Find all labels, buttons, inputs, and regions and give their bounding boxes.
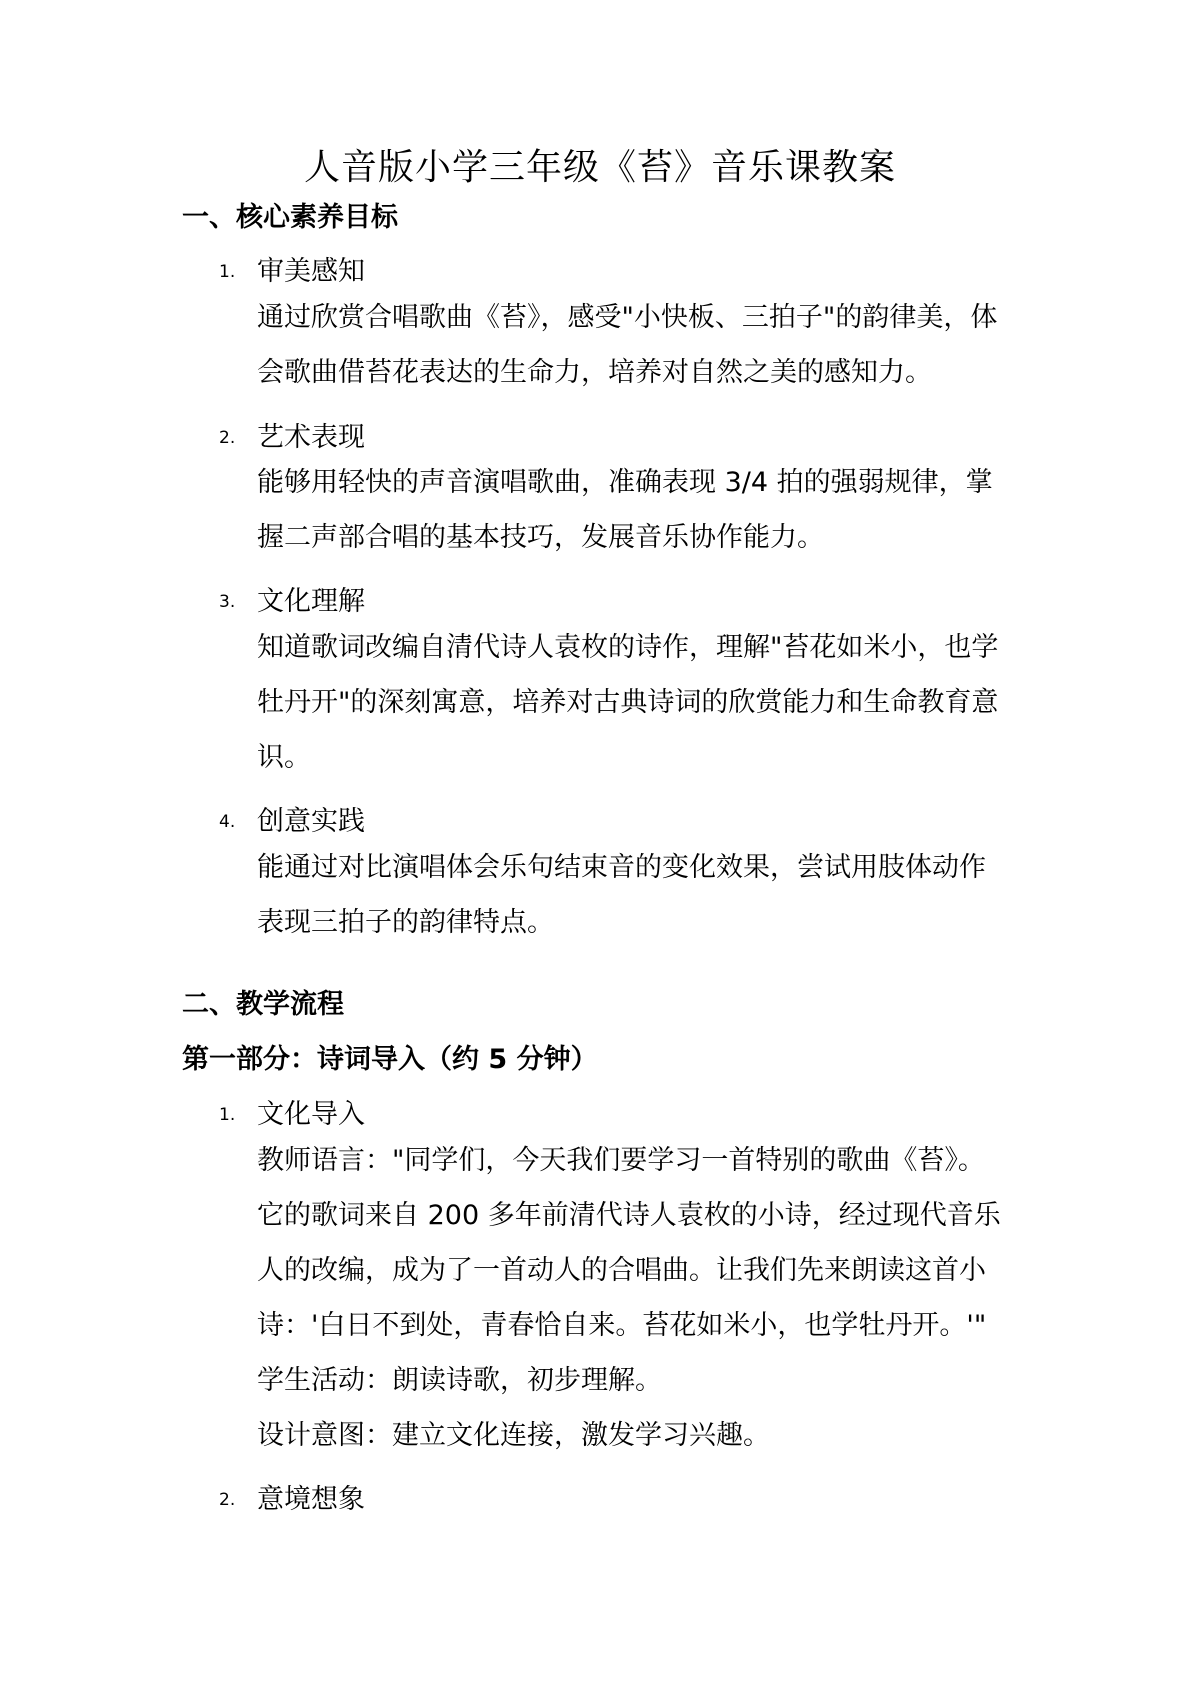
paragraph: [257, 1133, 1025, 1463]
paragraph: [257, 290, 1025, 400]
paragraph-line: 人的改编，成为了一首动人的合唱曲。让我们先来朗读这首小: [257, 1255, 986, 1286]
list-item-title: 文化理解: [257, 586, 365, 617]
paragraph-line: 能通过对比演唱体会乐句结束音的变化效果，尝试用肢体动作: [257, 852, 986, 883]
list-item-title: 艺术表现: [257, 422, 365, 453]
paragraph-line: 识。: [257, 742, 311, 773]
list-number: 1.: [219, 262, 236, 282]
paragraph-line: 握二声部合唱的基本技巧，发展音乐协作能力。: [257, 522, 824, 553]
paragraph: [257, 455, 1025, 565]
list-number: 3.: [219, 592, 236, 612]
paragraph-line: 学生活动：朗读诗歌，初步理解。: [257, 1365, 662, 1396]
list-number: 4.: [219, 812, 236, 832]
paragraph-line: 知道歌词改编自清代诗人袁枚的诗作，理解"苔花如米小，也学: [257, 632, 999, 663]
paragraph: [257, 620, 1025, 785]
paragraph-line: 表现三拍子的韵律特点。: [257, 907, 554, 938]
paragraph-line: 它的歌词来自 200 多年前清代诗人袁枚的小诗，经过现代音乐: [257, 1200, 1001, 1231]
paragraph-line: 牡丹开"的深刻寓意，培养对古典诗词的欣赏能力和生命教育意: [257, 687, 999, 718]
list-number: 2.: [219, 428, 236, 448]
list-item-title: 文化导入: [257, 1099, 365, 1130]
list-number: 2.: [219, 1490, 236, 1510]
list-item-title: 创意实践: [257, 806, 365, 837]
paragraph-line: 通过欣赏合唱歌曲《苔》，感受"小快板、三拍子"的韵律美，体: [257, 302, 998, 333]
list-item-title: 意境想象: [257, 1484, 365, 1515]
paragraph-line: 诗：'白日不到处，青春恰自来。苔花如米小，也学牡丹开。'": [257, 1310, 987, 1341]
paragraph-line: 教师语言："同学们，今天我们要学习一首特别的歌曲《苔》。: [257, 1145, 985, 1176]
list-number: 1.: [219, 1105, 236, 1125]
paragraph-line: 会歌曲借苔花表达的生命力，培养对自然之美的感知力。: [257, 357, 932, 388]
paragraph: [257, 840, 1025, 950]
document-title: 人音版小学三年级《苔》音乐课教案: [303, 147, 896, 188]
list-item-title: 审美感知: [257, 256, 365, 287]
part-heading: 第一部分：诗词导入（约 5 分钟）: [182, 1044, 598, 1075]
section-heading-goals: 一、核心素养目标: [182, 202, 398, 233]
paragraph-line: 设计意图：建立文化连接，激发学习兴趣。: [257, 1420, 770, 1451]
paragraph-line: 能够用轻快的声音演唱歌曲，准确表现 3/4 拍的强弱规律，掌: [257, 467, 993, 498]
section-heading-process: 二、教学流程: [182, 989, 344, 1020]
